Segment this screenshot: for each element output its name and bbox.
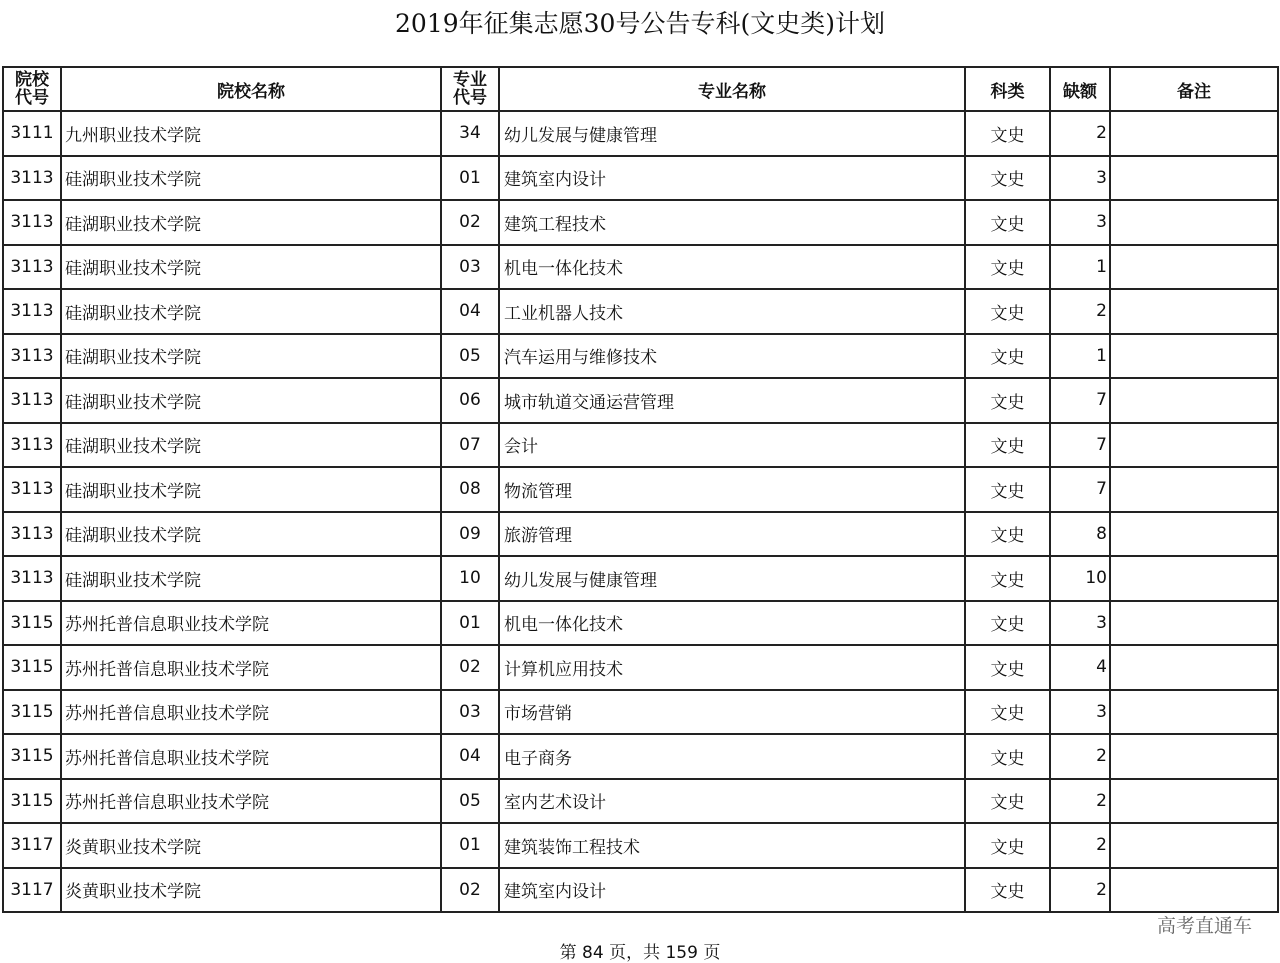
cell-major-code: 02 [441, 868, 499, 913]
cell-school-name: 硅湖职业技术学院 [61, 156, 441, 201]
cell-major-name: 汽车运用与维修技术 [499, 334, 965, 379]
cell-major-name: 城市轨道交通运营管理 [499, 378, 965, 423]
table-row [3, 779, 1278, 824]
cell-school-code: 3111 [3, 111, 61, 156]
cell-major-code: 03 [441, 690, 499, 735]
cell-category: 文史 [965, 200, 1050, 245]
cell-school-name: 硅湖职业技术学院 [61, 289, 441, 334]
cell-school-name: 硅湖职业技术学院 [61, 378, 441, 423]
cell-quota: 7 [1050, 423, 1110, 468]
table-row [3, 868, 1278, 913]
cell-quota: 3 [1050, 200, 1110, 245]
cell-major-code: 05 [441, 779, 499, 824]
cell-note [1110, 156, 1278, 201]
table-row [3, 645, 1278, 690]
cell-major-name: 物流管理 [499, 467, 965, 512]
cell-category: 文史 [965, 512, 1050, 557]
table-row [3, 245, 1278, 290]
page-footer: 第 84 页，共 159 页 [559, 943, 721, 963]
cell-quota: 8 [1050, 512, 1110, 557]
cell-major-code: 01 [441, 156, 499, 201]
cell-school-code: 3115 [3, 779, 61, 824]
cell-major-name: 室内艺术设计 [499, 779, 965, 824]
cell-school-name: 苏州托普信息职业技术学院 [61, 690, 441, 735]
cell-category: 文史 [965, 690, 1050, 735]
plan-table [2, 66, 1279, 913]
cell-category: 文史 [965, 601, 1050, 646]
cell-school-name: 硅湖职业技术学院 [61, 245, 441, 290]
cell-major-name: 会计 [499, 423, 965, 468]
watermark-text: 高考直通车 [1156, 915, 1252, 937]
cell-school-code: 3115 [3, 601, 61, 646]
cell-school-name: 炎黄职业技术学院 [61, 868, 441, 913]
cell-school-code: 3113 [3, 467, 61, 512]
cell-quota: 3 [1050, 156, 1110, 201]
cell-school-name: 硅湖职业技术学院 [61, 467, 441, 512]
header-category: 科类 [965, 67, 1050, 111]
cell-quota: 3 [1050, 690, 1110, 735]
header-major-name: 专业名称 [499, 67, 965, 111]
page-title: 2019年征集志愿30号公告专科(文史类)计划 [395, 9, 885, 38]
table-row [3, 467, 1278, 512]
cell-school-code: 3113 [3, 334, 61, 379]
cell-major-code: 02 [441, 200, 499, 245]
cell-category: 文史 [965, 868, 1050, 913]
cell-category: 文史 [965, 734, 1050, 779]
cell-note [1110, 423, 1278, 468]
cell-major-name: 机电一体化技术 [499, 601, 965, 646]
table-row [3, 512, 1278, 557]
cell-quota: 1 [1050, 245, 1110, 290]
cell-note [1110, 200, 1278, 245]
cell-quota: 7 [1050, 467, 1110, 512]
cell-major-code: 04 [441, 289, 499, 334]
table-row [3, 601, 1278, 646]
cell-quota: 2 [1050, 779, 1110, 824]
cell-quota: 10 [1050, 556, 1110, 601]
cell-school-name: 苏州托普信息职业技术学院 [61, 601, 441, 646]
cell-quota: 3 [1050, 601, 1110, 646]
cell-school-name: 硅湖职业技术学院 [61, 423, 441, 468]
cell-school-name: 硅湖职业技术学院 [61, 556, 441, 601]
cell-quota: 4 [1050, 645, 1110, 690]
cell-category: 文史 [965, 467, 1050, 512]
cell-major-name: 建筑工程技术 [499, 200, 965, 245]
header-quota: 缺额 [1050, 67, 1110, 111]
table-row [3, 690, 1278, 735]
cell-major-code: 03 [441, 245, 499, 290]
cell-major-code: 01 [441, 823, 499, 868]
cell-school-name: 九州职业技术学院 [61, 111, 441, 156]
cell-major-name: 旅游管理 [499, 512, 965, 557]
cell-major-code: 05 [441, 334, 499, 379]
cell-school-code: 3117 [3, 868, 61, 913]
cell-major-name: 幼儿发展与健康管理 [499, 111, 965, 156]
cell-quota: 2 [1050, 289, 1110, 334]
cell-quota: 2 [1050, 823, 1110, 868]
cell-category: 文史 [965, 779, 1050, 824]
cell-school-code: 3113 [3, 556, 61, 601]
cell-quota: 7 [1050, 378, 1110, 423]
cell-quota: 1 [1050, 334, 1110, 379]
cell-school-code: 3113 [3, 156, 61, 201]
cell-major-name: 建筑室内设计 [499, 156, 965, 201]
table-row [3, 111, 1278, 156]
cell-quota: 2 [1050, 111, 1110, 156]
cell-major-code: 02 [441, 645, 499, 690]
cell-category: 文史 [965, 556, 1050, 601]
cell-quota: 2 [1050, 868, 1110, 913]
cell-major-code: 04 [441, 734, 499, 779]
cell-category: 文史 [965, 334, 1050, 379]
cell-note [1110, 467, 1278, 512]
header-school-name: 院校名称 [61, 67, 441, 111]
cell-school-code: 3115 [3, 645, 61, 690]
cell-category: 文史 [965, 645, 1050, 690]
cell-school-name: 苏州托普信息职业技术学院 [61, 779, 441, 824]
cell-school-name: 硅湖职业技术学院 [61, 200, 441, 245]
cell-note [1110, 779, 1278, 824]
cell-note [1110, 334, 1278, 379]
cell-note [1110, 378, 1278, 423]
cell-school-code: 3113 [3, 245, 61, 290]
table-row [3, 289, 1278, 334]
cell-school-name: 苏州托普信息职业技术学院 [61, 645, 441, 690]
header-note: 备注 [1110, 67, 1278, 111]
cell-note [1110, 868, 1278, 913]
cell-note [1110, 111, 1278, 156]
header-school-code: 院校 代号 [3, 67, 61, 111]
cell-school-code: 3113 [3, 200, 61, 245]
cell-major-code: 06 [441, 378, 499, 423]
cell-school-code: 3117 [3, 823, 61, 868]
cell-school-code: 3113 [3, 289, 61, 334]
cell-major-name: 建筑装饰工程技术 [499, 823, 965, 868]
table-row [3, 556, 1278, 601]
table-row [3, 334, 1278, 379]
cell-category: 文史 [965, 823, 1050, 868]
cell-major-name: 市场营销 [499, 690, 965, 735]
table-row [3, 423, 1278, 468]
cell-note [1110, 645, 1278, 690]
cell-school-name: 苏州托普信息职业技术学院 [61, 734, 441, 779]
cell-major-name: 幼儿发展与健康管理 [499, 556, 965, 601]
cell-major-code: 09 [441, 512, 499, 557]
table-row [3, 823, 1278, 868]
cell-category: 文史 [965, 245, 1050, 290]
cell-major-code: 10 [441, 556, 499, 601]
cell-school-name: 硅湖职业技术学院 [61, 334, 441, 379]
cell-major-name: 电子商务 [499, 734, 965, 779]
cell-major-name: 机电一体化技术 [499, 245, 965, 290]
cell-school-code: 3113 [3, 423, 61, 468]
cell-major-name: 工业机器人技术 [499, 289, 965, 334]
cell-school-code: 3113 [3, 512, 61, 557]
cell-school-code: 3113 [3, 378, 61, 423]
cell-note [1110, 245, 1278, 290]
cell-category: 文史 [965, 378, 1050, 423]
cell-major-code: 01 [441, 601, 499, 646]
cell-note [1110, 556, 1278, 601]
cell-category: 文史 [965, 423, 1050, 468]
cell-category: 文史 [965, 111, 1050, 156]
cell-major-code: 34 [441, 111, 499, 156]
cell-note [1110, 690, 1278, 735]
cell-school-code: 3115 [3, 690, 61, 735]
cell-note [1110, 734, 1278, 779]
cell-category: 文史 [965, 156, 1050, 201]
cell-note [1110, 601, 1278, 646]
cell-school-name: 硅湖职业技术学院 [61, 512, 441, 557]
cell-school-name: 炎黄职业技术学院 [61, 823, 441, 868]
cell-school-code: 3115 [3, 734, 61, 779]
table-row [3, 156, 1278, 201]
cell-quota: 2 [1050, 734, 1110, 779]
table-row [3, 734, 1278, 779]
cell-major-name: 计算机应用技术 [499, 645, 965, 690]
cell-note [1110, 823, 1278, 868]
table-row [3, 378, 1278, 423]
cell-category: 文史 [965, 289, 1050, 334]
cell-major-name: 建筑室内设计 [499, 868, 965, 913]
table-row [3, 200, 1278, 245]
cell-major-code: 08 [441, 467, 499, 512]
header-major-code: 专业 代号 [441, 67, 499, 111]
cell-note [1110, 512, 1278, 557]
table-header-row [3, 67, 1278, 111]
cell-major-code: 07 [441, 423, 499, 468]
cell-note [1110, 289, 1278, 334]
